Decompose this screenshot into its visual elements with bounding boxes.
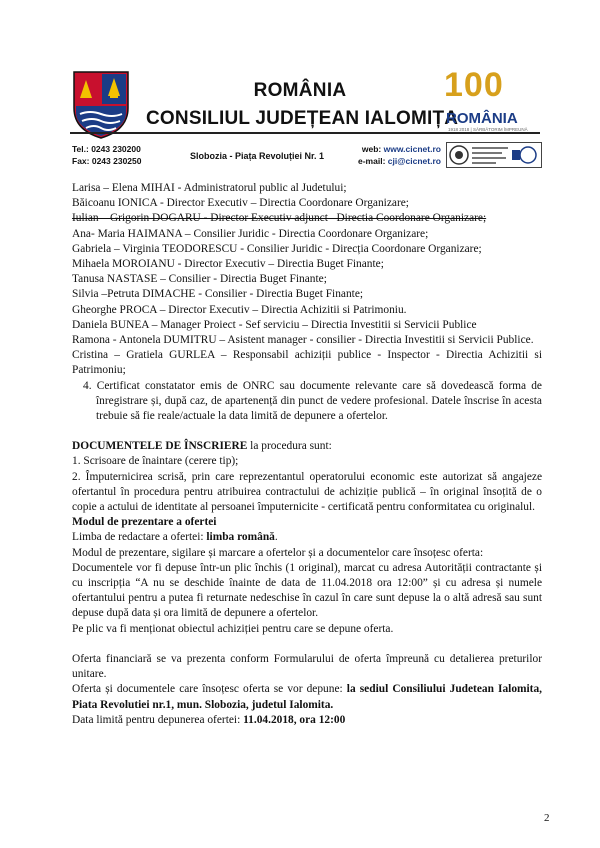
- staff-line: Cristina – Gratiela GURLEA – Responsabil achiziții publice - Inspector - Directia Achizitii si Patrimoniu;: [72, 349, 542, 377]
- deadline-value: 11.04.2018, ora 12:00: [243, 713, 346, 726]
- submission-place: la sediul Consiliului Judetean Ialomita, Piata Revolutiei nr.1, mun. Slobozia, judetul Ialomita.: [72, 683, 543, 711]
- mode-intro: Modul de prezentare, sigilare și marcare a ofertelor și a documentelor care însoțesc oferta:: [72, 546, 484, 559]
- staff-line: Larisa – Elena MIHAI - Administratorul public al Judetului;: [72, 182, 347, 194]
- staff-line: Ana- Maria HAIMANA – Consilier Juridic - Directia Coordonare Organizare;: [72, 227, 429, 240]
- docs-item-1: 1. Scrisoare de înaintare (cerere tip);: [72, 455, 239, 468]
- staff-line: Iulian – Grigorin DOGARU - Director Executiv adjunct– Directia Coordonare Organizare;: [72, 212, 487, 225]
- web-label: web:: [361, 144, 382, 154]
- docs-heading: DOCUMENTELE DE ÎNSCRIERE: [72, 440, 248, 453]
- staff-line: Mihaela MOROIANU - Director Executiv – Directia Buget Finante;: [72, 258, 384, 271]
- web-block: [358, 143, 441, 167]
- docs-heading-rest: la procedura sunt:: [247, 440, 332, 453]
- language-value: limba română: [206, 531, 275, 544]
- submission-line: [72, 682, 542, 712]
- letterhead: [0, 0, 600, 180]
- language-label: Limba de redactare a ofertei:: [72, 531, 207, 544]
- staff-line: Gabriela – Virginia TEODORESCU - Consilier Juridic - Direcția Coordonare Organizare;: [72, 242, 482, 255]
- requirement-item-4: 4. Certificat constatator emis de ONRC sau documente relevante care să dovedească forma de înregistrare și, după caz, de apartenență din punct de vedere profesional. Datele înscrise în acesta trebuie să fie reale/actuale la data limită de depunere a ofertelor.: [83, 379, 542, 423]
- email-link[interactable]: cji@cicnet.ro: [387, 156, 441, 166]
- fax-number: Fax: 0243 230250: [72, 156, 142, 166]
- staff-line: Tanusa NASTASE – Consilier - Directia Buget Finante;: [72, 273, 327, 286]
- centenary-number: 100: [444, 66, 504, 104]
- phone-number: Tel.: 0243 230200: [72, 144, 141, 154]
- institution-title: CONSILIUL JUDEȚEAN IALOMIȚA: [146, 108, 459, 129]
- staff-line: Gheorghe PROCA – Director Executiv – Directia Achizitii si Patrimoniu.: [72, 303, 407, 316]
- docs-heading-line: [72, 439, 542, 454]
- country-title: ROMÂNIA: [253, 80, 347, 101]
- phone-block: [72, 143, 141, 167]
- deadline-line: [72, 713, 542, 728]
- centenary-logo: [444, 66, 544, 136]
- staff-line: Ramona - Antonela DUMITRU – Asistent manager - consilier - Directia Investitii si Servicii Publice.: [72, 334, 534, 347]
- address: Slobozia - Piața Revoluției Nr. 1: [190, 151, 325, 161]
- mode-paragraph: Documentele vor fi depuse într-un plic închis (1 original), marcat cu adresa Autorității contractante și cu inscripția “A nu se deschide înainte de data de 11.04.2018 ora 12:00” și cu adresa și numele ofertantului pentru a putea fi returnate nedeschise în cazul în care sunt depuse la o altă adresă sau sunt depuse după data și ora limită de depunere a ofertelor.: [72, 561, 542, 620]
- centenary-subtitle: 1918 2018 | SĂRBĂTORIM ÎMPREUNĂ: [448, 127, 528, 132]
- staff-line: Daniela BUNEA – Manager Proiect - Sef serviciu – Directia Investitii si Servicii Publice: [72, 318, 477, 331]
- language-end: .: [274, 531, 278, 544]
- financial-offer-note: Oferta financiară se va prezenta conform Formularului de oferta împreună cu detalierea preturilor unitare.: [72, 652, 542, 681]
- page-number: 2: [544, 812, 550, 824]
- envelope-note: Pe plic va fi menționat obiectul achiziției pentru care se depune oferta.: [72, 622, 394, 635]
- web-link[interactable]: www.cicnet.ro: [383, 144, 441, 154]
- email-label: e-mail:: [358, 156, 386, 166]
- county-coat-of-arms-icon: [70, 68, 132, 140]
- mode-heading: Modul de prezentare a ofertei: [72, 516, 217, 529]
- language-line: [72, 530, 542, 545]
- document-body: [72, 181, 542, 728]
- staff-line: Băicoanu IONICA - Director Executiv – Directia Coordonare Organizare;: [72, 197, 409, 210]
- certification-badge-icon: [446, 142, 542, 168]
- staff-line: Silvia –Petruta DIMACHE - Consilier - Directia Buget Finante;: [72, 288, 364, 301]
- centenary-country: ROMÂNIA: [446, 110, 518, 127]
- docs-item-2: 2. Împuternicirea scrisă, prin care reprezentantul operatorului economic este autorizat să angajeze ofertantul în procedura pentru atribuirea contractului de achiziție publică – în original însoțită de o copie a actului de identitate al persoanei împuternicite - certificată pentru conformitatea cu originalul.: [72, 470, 542, 514]
- deadline-label: Data limită pentru depunerea ofertei:: [72, 713, 244, 726]
- submission-lead: Oferta și documentele care însoțesc oferta se vor depune:: [72, 683, 347, 696]
